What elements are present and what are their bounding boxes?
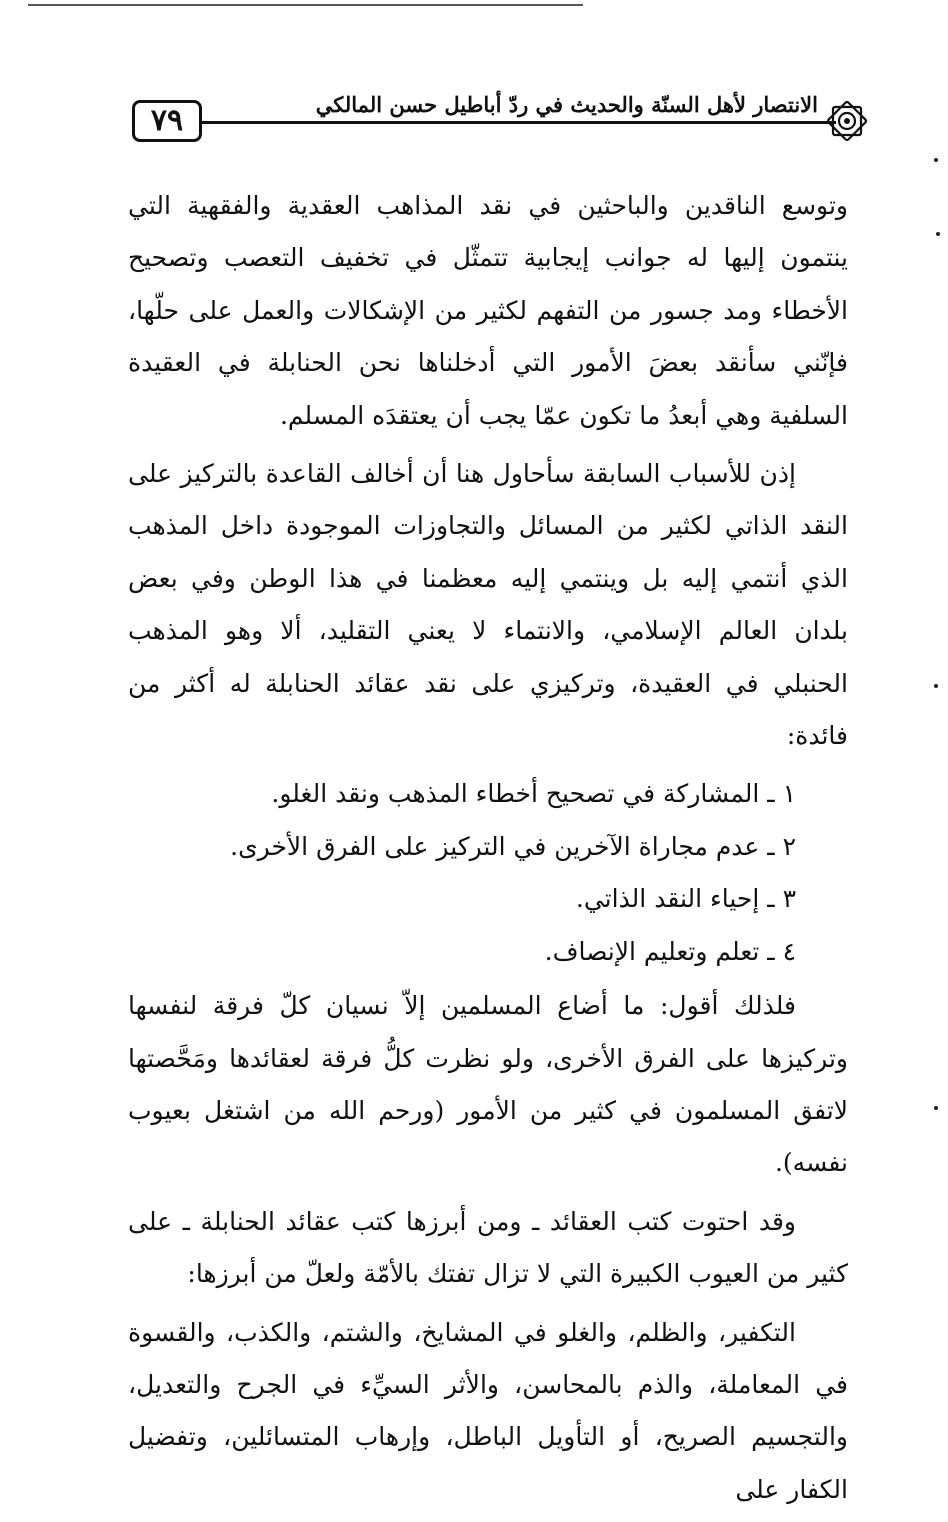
paragraph: وتوسع الناقدين والباحثين في نقد المذاهب العقدية والفقهية التي ينتمون إليها له جوانب إيجابية تتمثّل في تخفيف التعصب وتصحيح الأخطاء ومد جسور من التفهم لكثير من الإشكالات والعمل على حلّها، فإنّني سأنقد بعضَ الأمور التي أدخلناها نحن الحنابلة في العقيدة السلفية وهي أبعدُ ما تكون عمّا يجب أن يعتقدَه المسلم. (128, 191, 848, 430)
scan-speck (934, 158, 938, 162)
running-title: الانتصار لأهل السنّة والحديث في ردّ أباطيل حسن المالكي (310, 92, 824, 117)
page-number: ٧٩ (132, 100, 202, 142)
list-item: ٤ ـ تعلم وتعليم الإنصاف. (544, 936, 796, 966)
paragraph: إذن للأسباب السابقة سأحاول هنا أن أخالف القاعدة بالتركيز على النقد الذاتي لكثير من المسائل والتجاوزات الموجودة داخل المذهب الذي أنتمي إليه بل وينتمي إليه معظمنا في هذا الوطن وفي بعض بلدان العالم الإسلامي، والانتماء لا يعني التقليد، ألا وهو المذهب الحنبلي في العقيدة، وتركيزي على نقد عقائد الحنابلة له أكثر من فائدة: (128, 459, 848, 751)
paragraph: التكفير، والظلم، والغلو في المشايخ، والشتم، والكذب، والقسوة في المعاملة، والذم بالمحاسن، والأثر السيِّء في الجرح والتعديل، والتجسيم الصريح، أو التأويل الباطل، وإرهاب المتسائلين، وتفضيل الكفار على (128, 1317, 848, 1504)
list-item: ٢ ـ عدم مجاراة الآخرين في التركيز على الفرق الأخرى. (230, 831, 796, 861)
scan-speck (936, 232, 940, 236)
paragraph: وقد احتوت كتب العقائد ـ ومن أبرزها كتب عقائد الحنابلة ـ على كثير من العيوب الكبيرة التي لا تزال تفتك بالأمّة ولعلّ من أبرزها: (128, 1206, 848, 1289)
scan-speck (934, 684, 938, 688)
top-scan-rule (28, 4, 583, 6)
scan-speck (934, 1106, 938, 1110)
page-body (128, 180, 848, 1522)
flower-ornament-icon (820, 94, 874, 148)
list-item: ١ ـ المشاركة في تصحيح أخطاء المذهب ونقد الغلو. (271, 779, 796, 809)
header-rule (202, 121, 836, 124)
list-item: ٣ ـ إحياء النقد الذاتي. (575, 884, 796, 914)
paragraph: فلذلك أقول: ما أضاع المسلمين إلاّ نسيان كلّ فرقة لنفسها وتركيزها على الفرق الأخرى، ولو نظرت كلُّ فرقة لعقائدها ومَحَّصتها لاتفق المسلمون في كثير من الأمور (ورحم الله من اشتغل بعيوب نفسه). (128, 991, 848, 1178)
numbered-list (128, 768, 848, 978)
page-header (130, 88, 858, 154)
